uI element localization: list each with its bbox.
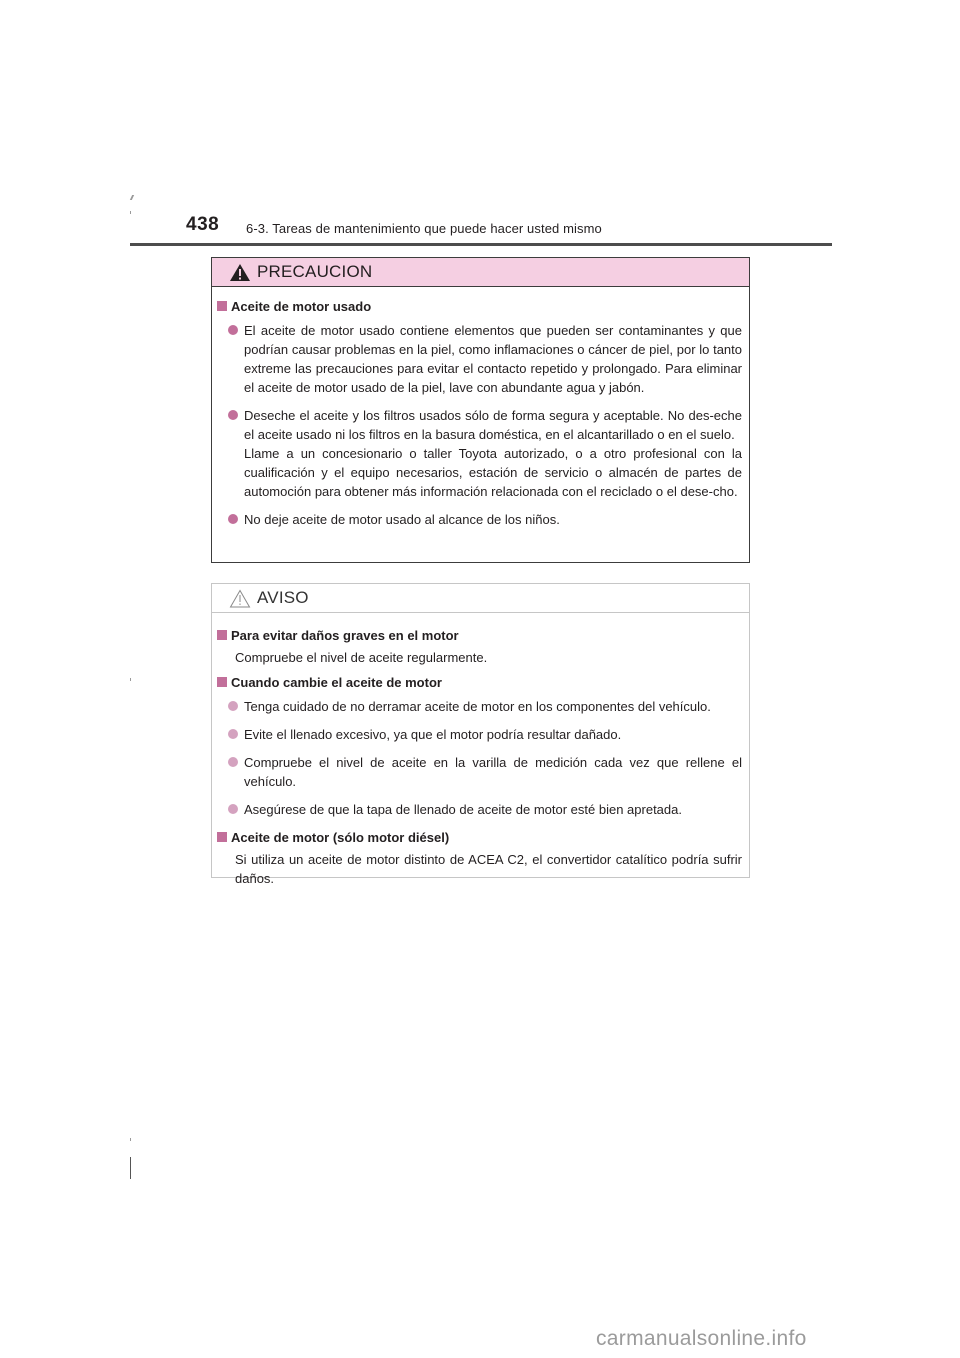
round-bullet-icon (228, 410, 238, 420)
crop-mark (130, 678, 131, 681)
caution-title: PRECAUCION (257, 262, 373, 281)
list-item (228, 800, 742, 819)
square-bullet-icon (217, 630, 227, 640)
notice-body (212, 613, 749, 888)
topic-text: Si utiliza un aceite de motor distinto de ACEA C2, el convertidor catalítico podría sufrir daños. (235, 852, 742, 886)
item-text: Evite el llenado excesivo, ya que el motor podría resultar dañado. (244, 727, 622, 742)
list-item (228, 697, 742, 716)
round-bullet-icon (228, 514, 238, 524)
round-bullet-icon (228, 701, 238, 711)
square-bullet-icon (217, 677, 227, 687)
warning-triangle-filled-icon (229, 263, 251, 282)
list-item (228, 725, 742, 744)
item-text: Asegúrese de que la tapa de llenado de aceite de motor esté bien apretada. (244, 802, 682, 817)
notice-topic (217, 673, 742, 692)
round-bullet-icon (228, 325, 238, 335)
caution-body (212, 287, 749, 529)
round-bullet-icon (228, 757, 238, 767)
notice-topic (217, 828, 742, 847)
caution-box (211, 257, 750, 563)
topic-label: Aceite de motor usado (231, 299, 372, 314)
crop-mark (130, 195, 134, 200)
round-bullet-icon (228, 804, 238, 814)
list-item (228, 510, 742, 529)
square-bullet-icon (217, 301, 227, 311)
watermark: carmanualsonline.info (596, 1327, 807, 1350)
item-text: Tenga cuidado de no derramar aceite de motor en los componentes del vehículo. (244, 699, 711, 714)
caution-topic (217, 297, 742, 316)
crop-mark (130, 1157, 131, 1179)
topic-label: Aceite de motor (sólo motor diésel) (231, 830, 450, 845)
list-item (228, 753, 742, 791)
square-bullet-icon (217, 832, 227, 842)
item-text: El aceite de motor usado contiene elementos que pueden ser contaminantes y que podrían causar problemas en la piel, como inflamaciones o cáncer de piel, por lo tanto extreme las precauciones para evitar el contacto repetido y prolongado. Para eliminar el aceite de motor usado de la piel, lave con abundante agua y jabón. (244, 323, 742, 395)
notice-title: AVISO (257, 588, 309, 607)
notice-header (212, 584, 749, 613)
item-text: Deseche el aceite y los filtros usados sólo de forma segura y aceptable. No des-eche el aceite usado ni los filtros en la basura doméstica, en el alcantarillado o en el suelo. (244, 408, 742, 442)
item-text: No deje aceite de motor usado al alcance de los niños. (244, 512, 560, 527)
item-text: Llame a un concesionario o taller Toyota autorizado, o a otro profesional con la cualificación y el equipo necesarios, estación de servicio o almacén de partes de automoción para obtener más información relacionada con el reciclado o el dese-cho. (244, 446, 742, 499)
warning-triangle-outline-icon (229, 589, 251, 608)
topic-text: Compruebe el nivel de aceite regularmente. (235, 650, 488, 665)
crop-mark (130, 1138, 131, 1141)
caution-header (212, 258, 749, 287)
crop-mark (130, 211, 131, 214)
item-text: Compruebe el nivel de aceite en la varilla de medición cada vez que rellene el vehículo. (244, 755, 742, 789)
round-bullet-icon (228, 729, 238, 739)
notice-topic (217, 626, 742, 645)
topic-label: Cuando cambie el aceite de motor (231, 675, 442, 690)
topic-label: Para evitar daños graves en el motor (231, 628, 459, 643)
notice-box (211, 583, 750, 886)
section-title: 6-3. Tareas de mantenimiento que puede hacer usted mismo (246, 221, 602, 236)
header-rule (130, 243, 832, 246)
page-number: 438 (186, 214, 220, 235)
list-item (228, 321, 742, 397)
list-item (228, 406, 742, 501)
